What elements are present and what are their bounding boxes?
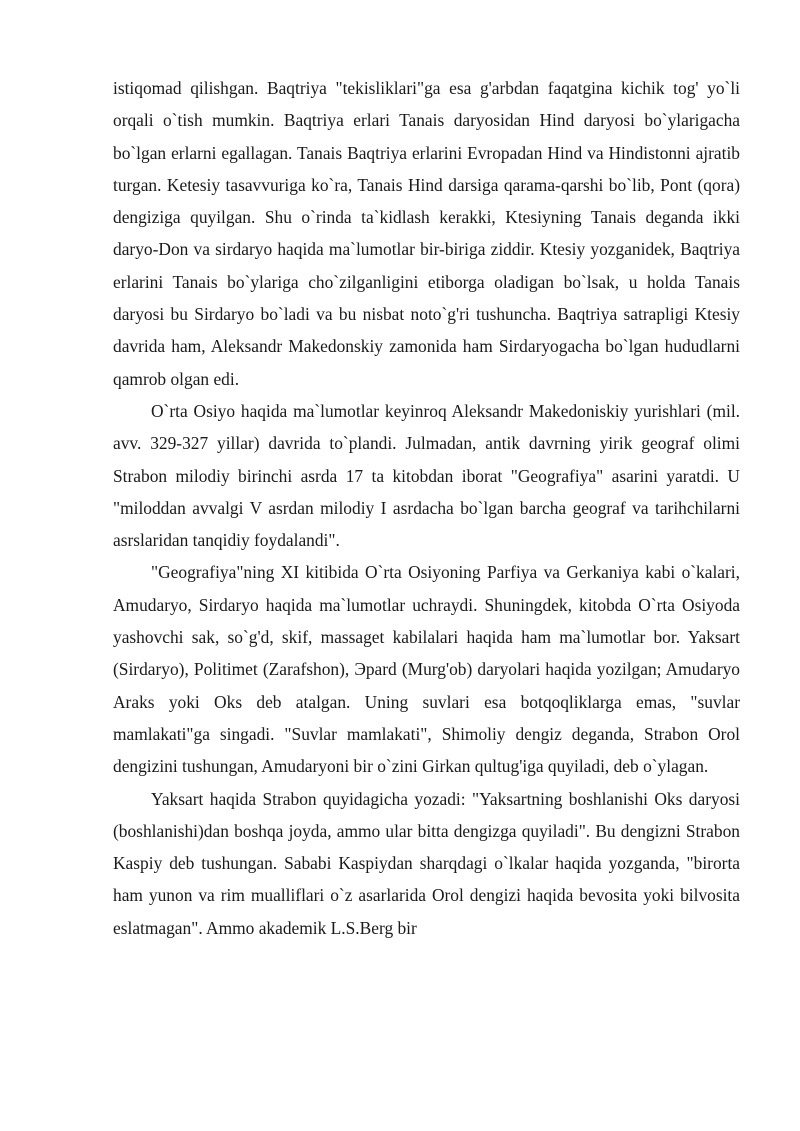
paragraph-4: Yaksart haqida Strabon quyidagicha yozadi: "Yaksartning boshlanishi Oks daryosi (boshlanishi)dan boshqa joyda, ammo ular bitta dengizga quyiladi". Bu dengizni Strabon Kaspiy deb tushungan. Sababi Kaspiydan sharqdagi o`lkalar haqida yozganda, "birorta ham yunon va rim mualliflari o`z asarlarida Orol dengizi haqida bevosita yoki bilvosita eslatmagan". Ammo akademik L.S.Berg bir (113, 788, 740, 938)
document-body (113, 72, 740, 944)
paragraph-2: O`rta Osiyo haqida ma`lumotlar keyinroq Aleksandr Makedoniskiy yurishlari (mil. avv. 329-327 yillar) davrida to`plandi. Julmadan, antik davrning yirik geograf olimi Strabon milodiy birinchi asrda 17 ta kitobdan iborat "Geografiya" asarini yaratdi. U "miloddan avvalgi V asrdan milodiy I asrdacha bo`lgan barcha geograf va tarihchilarni asrslaridan tanqidiy foydalandi". (113, 400, 740, 551)
paragraph-1: istiqomad qilishgan. Baqtriya "tekisliklari"ga esa g'arbdan faqatgina kichik tog' yo`li orqali o`tish mumkin. Baqtriya erlari Tanais daryosidan Hind daryosi bo`ylarigacha bo`lgan erlarni egallagan. Tanais Baqtriya erlarini Evropadan Hind va Hindistonni ajratib turgan. Ketesiy tasavvuriga ko`ra, Tanais Hind darsiga qarama-qarshi bo`lib, Pont (qora) dengiziga quyilgan. Shu o`rinda ta`kidlash kerakki, Ktesiyning Tanais deganda ikki daryo-Don va sirdaryo haqida ma`lumotlar bir-biriga ziddir. Ktesiy yozganidek, Baqtriya erlarini Tanais bo`ylariga cho`zilganligini etiborga oladigan bo`lsak, u holda Tanais daryosi bu Sirdaryo bo`ladi va bu nisbat noto`g'ri tushuncha. Baqtriya satrapligi Ktesiy davrida ham, Aleksandr Makedonskiy zamonida ham Sirdaryogacha bo`lgan hududlarni qamrob olgan edi. (113, 78, 740, 389)
paragraph-3: "Geografiya"ning XI kitibida O`rta Osiyoning Parfiya va Gerkaniya kabi o`kalari, Amudaryo, Sirdaryo haqida ma`lumotlar uchraydi. Shuningdek, kitobda O`rta Osiyoda yashovchi sak, so`g'd, skif, massaget kabilalari haqida ham ma`lumotlar bor. Yaksart (Sirdaryo), Politimet (Zarafshon), Эpard (Murg'ob) daryolari haqida yozilgan; Amudaryo Araks yoki Oks deb atalgan. Uning suvlari esa botqoqliklarga emas, "suvlar mamlakati"ga singadi. "Suvlar mamlakati", Shimoliy dengiz deganda, Strabon Orol dengizini tushungan, Amudaryoni bir o`zini Girkan qultug'iga quyiladi, deb o`ylagan. (113, 562, 740, 777)
